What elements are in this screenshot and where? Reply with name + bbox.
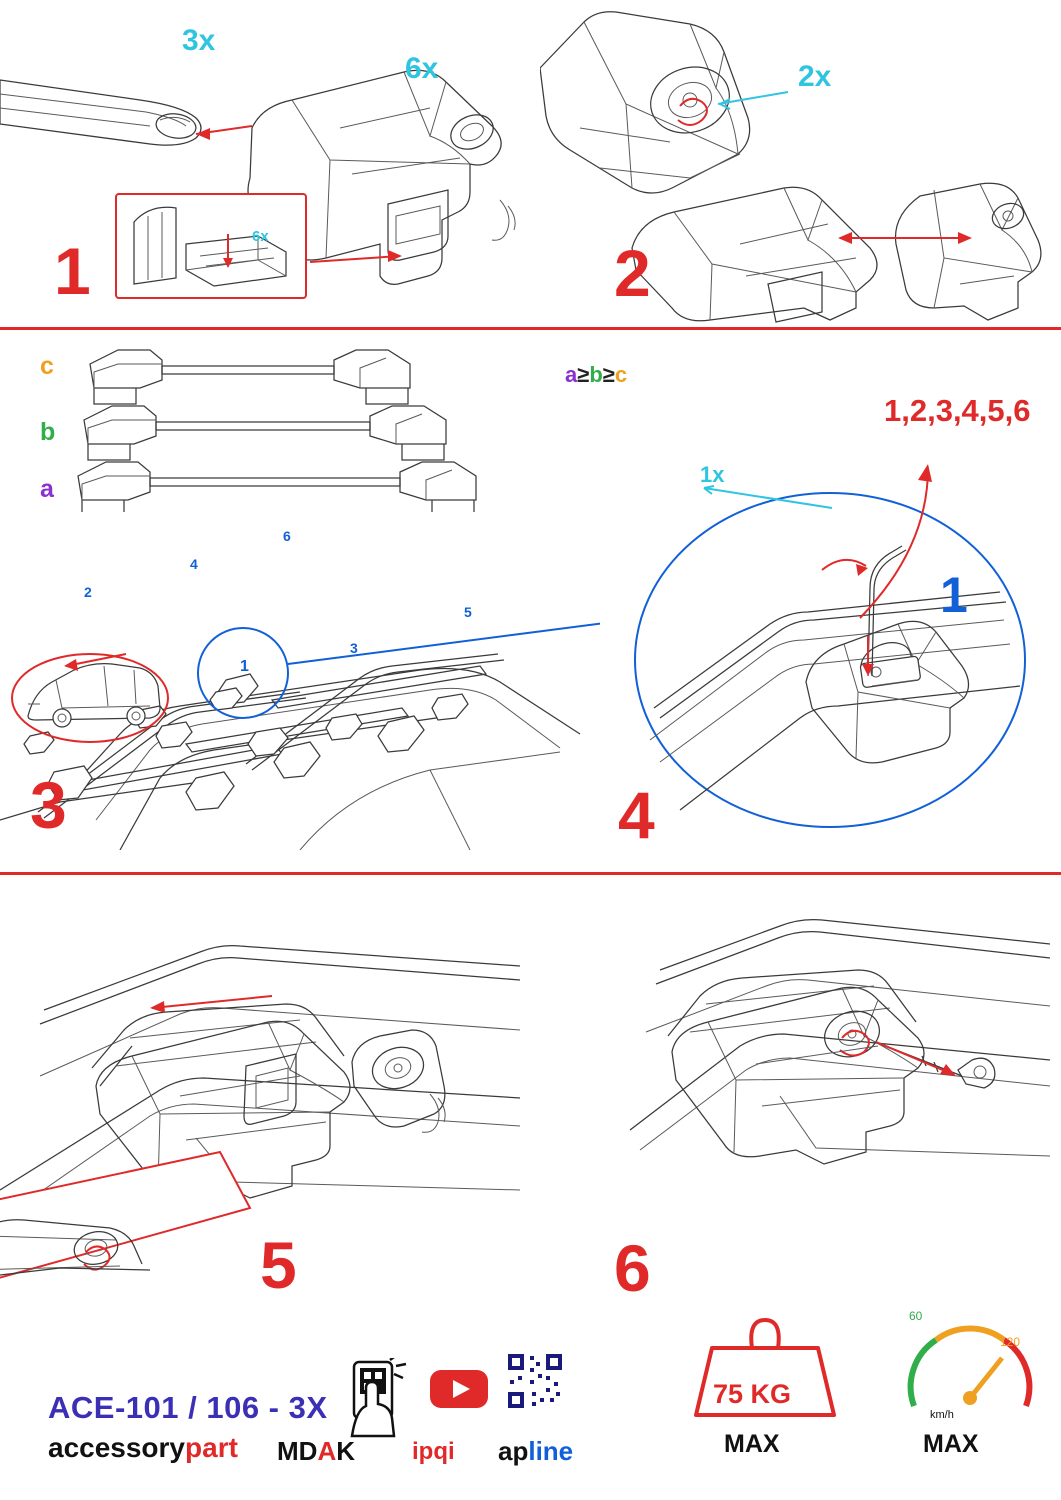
partner-apline bbox=[498, 1436, 573, 1467]
ineq-op2: ≥ bbox=[602, 362, 615, 387]
speed-tick-60: 60 bbox=[909, 1309, 923, 1323]
qty-1x-label: 1x bbox=[700, 462, 725, 487]
step-6-number: 6 bbox=[614, 1231, 650, 1305]
bar-label-b: b bbox=[40, 418, 56, 446]
section-divider-2 bbox=[0, 872, 1061, 875]
mdak-post: K bbox=[336, 1436, 355, 1466]
step-4-callout-1: 1 bbox=[940, 567, 968, 623]
apline-pre: ap bbox=[498, 1436, 529, 1466]
qr-code-icon bbox=[506, 1352, 564, 1410]
speed-tick-120: 120 bbox=[1000, 1335, 1021, 1349]
mdak-pre: MD bbox=[277, 1436, 318, 1466]
partner-mdak bbox=[277, 1436, 355, 1467]
partner-ipqi: ipqi bbox=[412, 1438, 455, 1465]
step-4-illustration bbox=[620, 440, 1050, 840]
step-1-number: 1 bbox=[54, 234, 90, 308]
tightening-sequence bbox=[884, 393, 1031, 429]
sequence-text: 1,2,3,4,5,6 bbox=[884, 393, 1031, 428]
step-2-number: 2 bbox=[614, 236, 650, 310]
step-3-illustration bbox=[0, 520, 600, 850]
step-5-number: 5 bbox=[260, 1228, 296, 1302]
ineq-a: a bbox=[565, 362, 578, 387]
weight-max-label: MAX bbox=[724, 1430, 780, 1458]
ineq-b: b bbox=[589, 362, 603, 387]
position-label-3: 3 bbox=[350, 640, 358, 656]
position-label-5: 5 bbox=[464, 604, 472, 620]
position-label-4: 4 bbox=[190, 556, 198, 572]
qty-2x-label: 2x bbox=[798, 60, 832, 93]
apline-accent: line bbox=[528, 1436, 574, 1466]
weight-value: 75 KG bbox=[713, 1379, 792, 1409]
ineq-c: c bbox=[614, 362, 628, 387]
brand-logo bbox=[48, 1432, 238, 1464]
speed-max-label: MAX bbox=[923, 1430, 979, 1458]
speedometer-icon bbox=[900, 1308, 1040, 1418]
phone-scan-icon bbox=[338, 1358, 408, 1438]
youtube-icon[interactable] bbox=[428, 1366, 492, 1412]
bar-label-a: a bbox=[40, 475, 54, 503]
qty-6x-inset-label: 6x bbox=[252, 228, 269, 245]
qty-3x-label: 3x bbox=[182, 24, 216, 57]
product-code: ACE-101 / 106 - 3X bbox=[48, 1390, 328, 1425]
brand-part-1: accessory bbox=[48, 1432, 186, 1463]
length-inequality bbox=[565, 362, 627, 388]
bar-length-comparison bbox=[70, 342, 510, 512]
brand-part-2: part bbox=[185, 1432, 238, 1463]
step-6-illustration bbox=[590, 900, 1050, 1230]
step-3-number: 3 bbox=[30, 768, 66, 842]
position-label-1: 1 bbox=[240, 658, 249, 675]
step-4-number: 4 bbox=[618, 778, 654, 852]
mdak-accent: A bbox=[317, 1436, 337, 1466]
speed-unit-label: km/h bbox=[930, 1409, 954, 1421]
position-label-2: 2 bbox=[84, 584, 92, 600]
position-label-6: 6 bbox=[283, 528, 291, 544]
ineq-op1: ≥ bbox=[577, 362, 590, 387]
qty-6x-label: 6x bbox=[405, 52, 439, 85]
bar-label-c: c bbox=[40, 352, 54, 380]
